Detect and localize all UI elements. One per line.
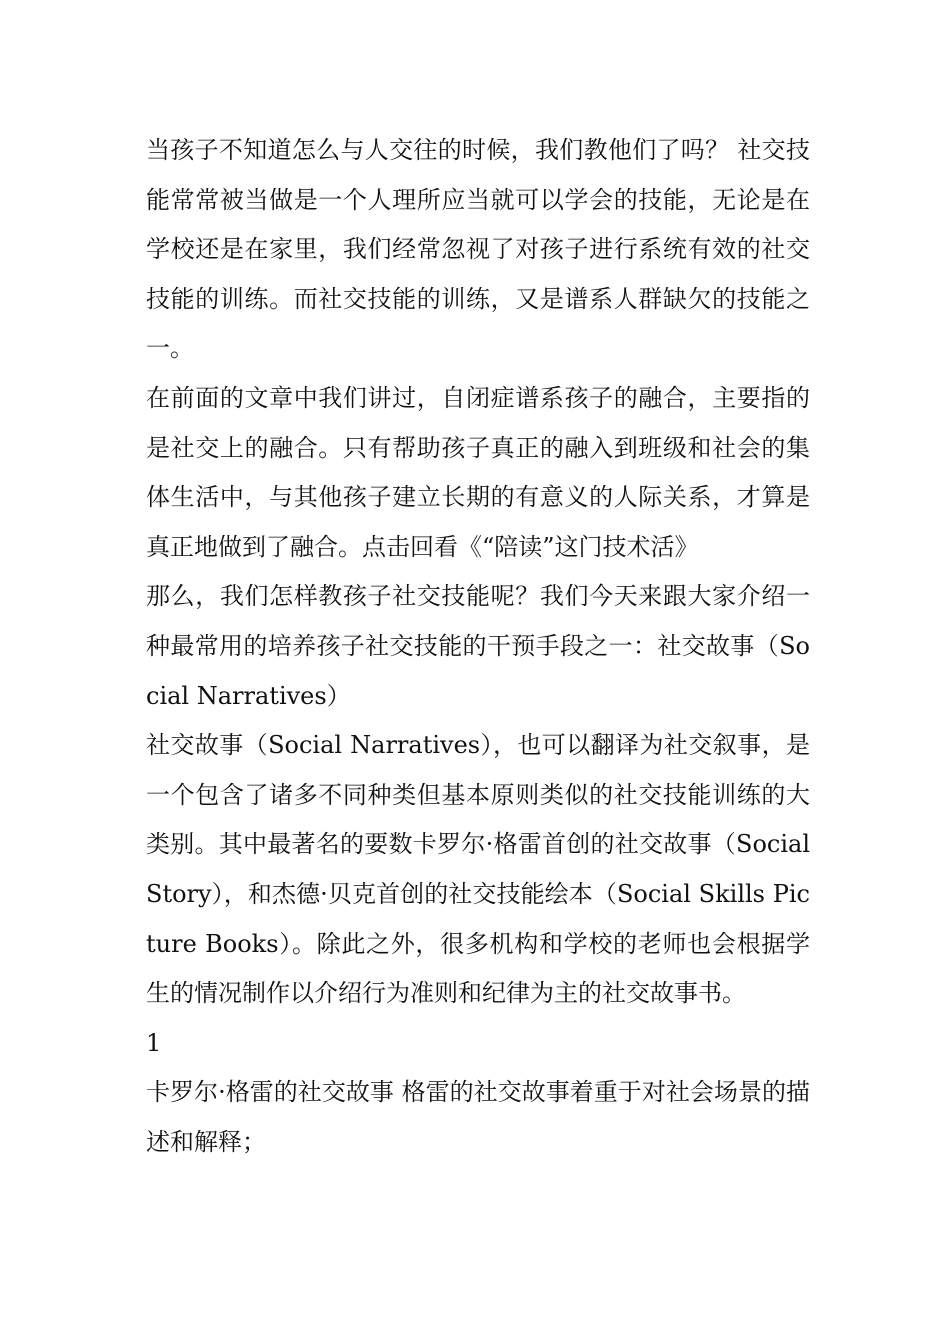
paragraph-social-narratives: 社交故事（Social Narratives），也可以翻译为社交叙事，是一个包含了诸多不同种类但基本原则类似的社交技能训练的大类别。其中最著名的要数卡罗尔·格雷首创的社交故事（Social Story），和杰德·贝克首创的社交技能绘本（Social Skills Picture Books）。除此之外，很多机构和学校的老师也会根据学生的情况制作以介绍行为准则和纪律为主的社交故事书。 — [146, 731, 810, 1008]
section-number: 1 — [146, 1028, 162, 1057]
paragraph-question: 那么，我们怎样教孩子社交技能呢？我们今天来跟大家介绍一种最常用的培养孩子社交技能的干预手段之一：社交故事（Social Narratives） — [146, 582, 810, 710]
paragraph-integration: 在前面的文章中我们讲过，自闭症谱系孩子的融合，主要指的是社交上的融合。只有帮助孩子真正的融入到班级和社会的集体生活中，与其他孩子建立长期的有意义的人际关系，才算是真正地做到了融合。点击回看《“陪读”这门技术活》 — [146, 383, 810, 561]
paragraph-intro: 当孩子不知道怎么与人交往的时候，我们教他们了吗？ 社交技能常常被当做是一个人理所应当就可以学会的技能，无论是在学校还是在家里，我们经常忽视了对孩子进行系统有效的社交技能的训练。而社交技能的训练，又是谱系人群缺欠的技能之一。 — [146, 136, 810, 363]
paragraph-gray-social-story: 卡罗尔·格雷的社交故事 格雷的社交故事着重于对社会场景的描述和解释； — [146, 1078, 810, 1156]
document-body — [146, 126, 810, 1167]
